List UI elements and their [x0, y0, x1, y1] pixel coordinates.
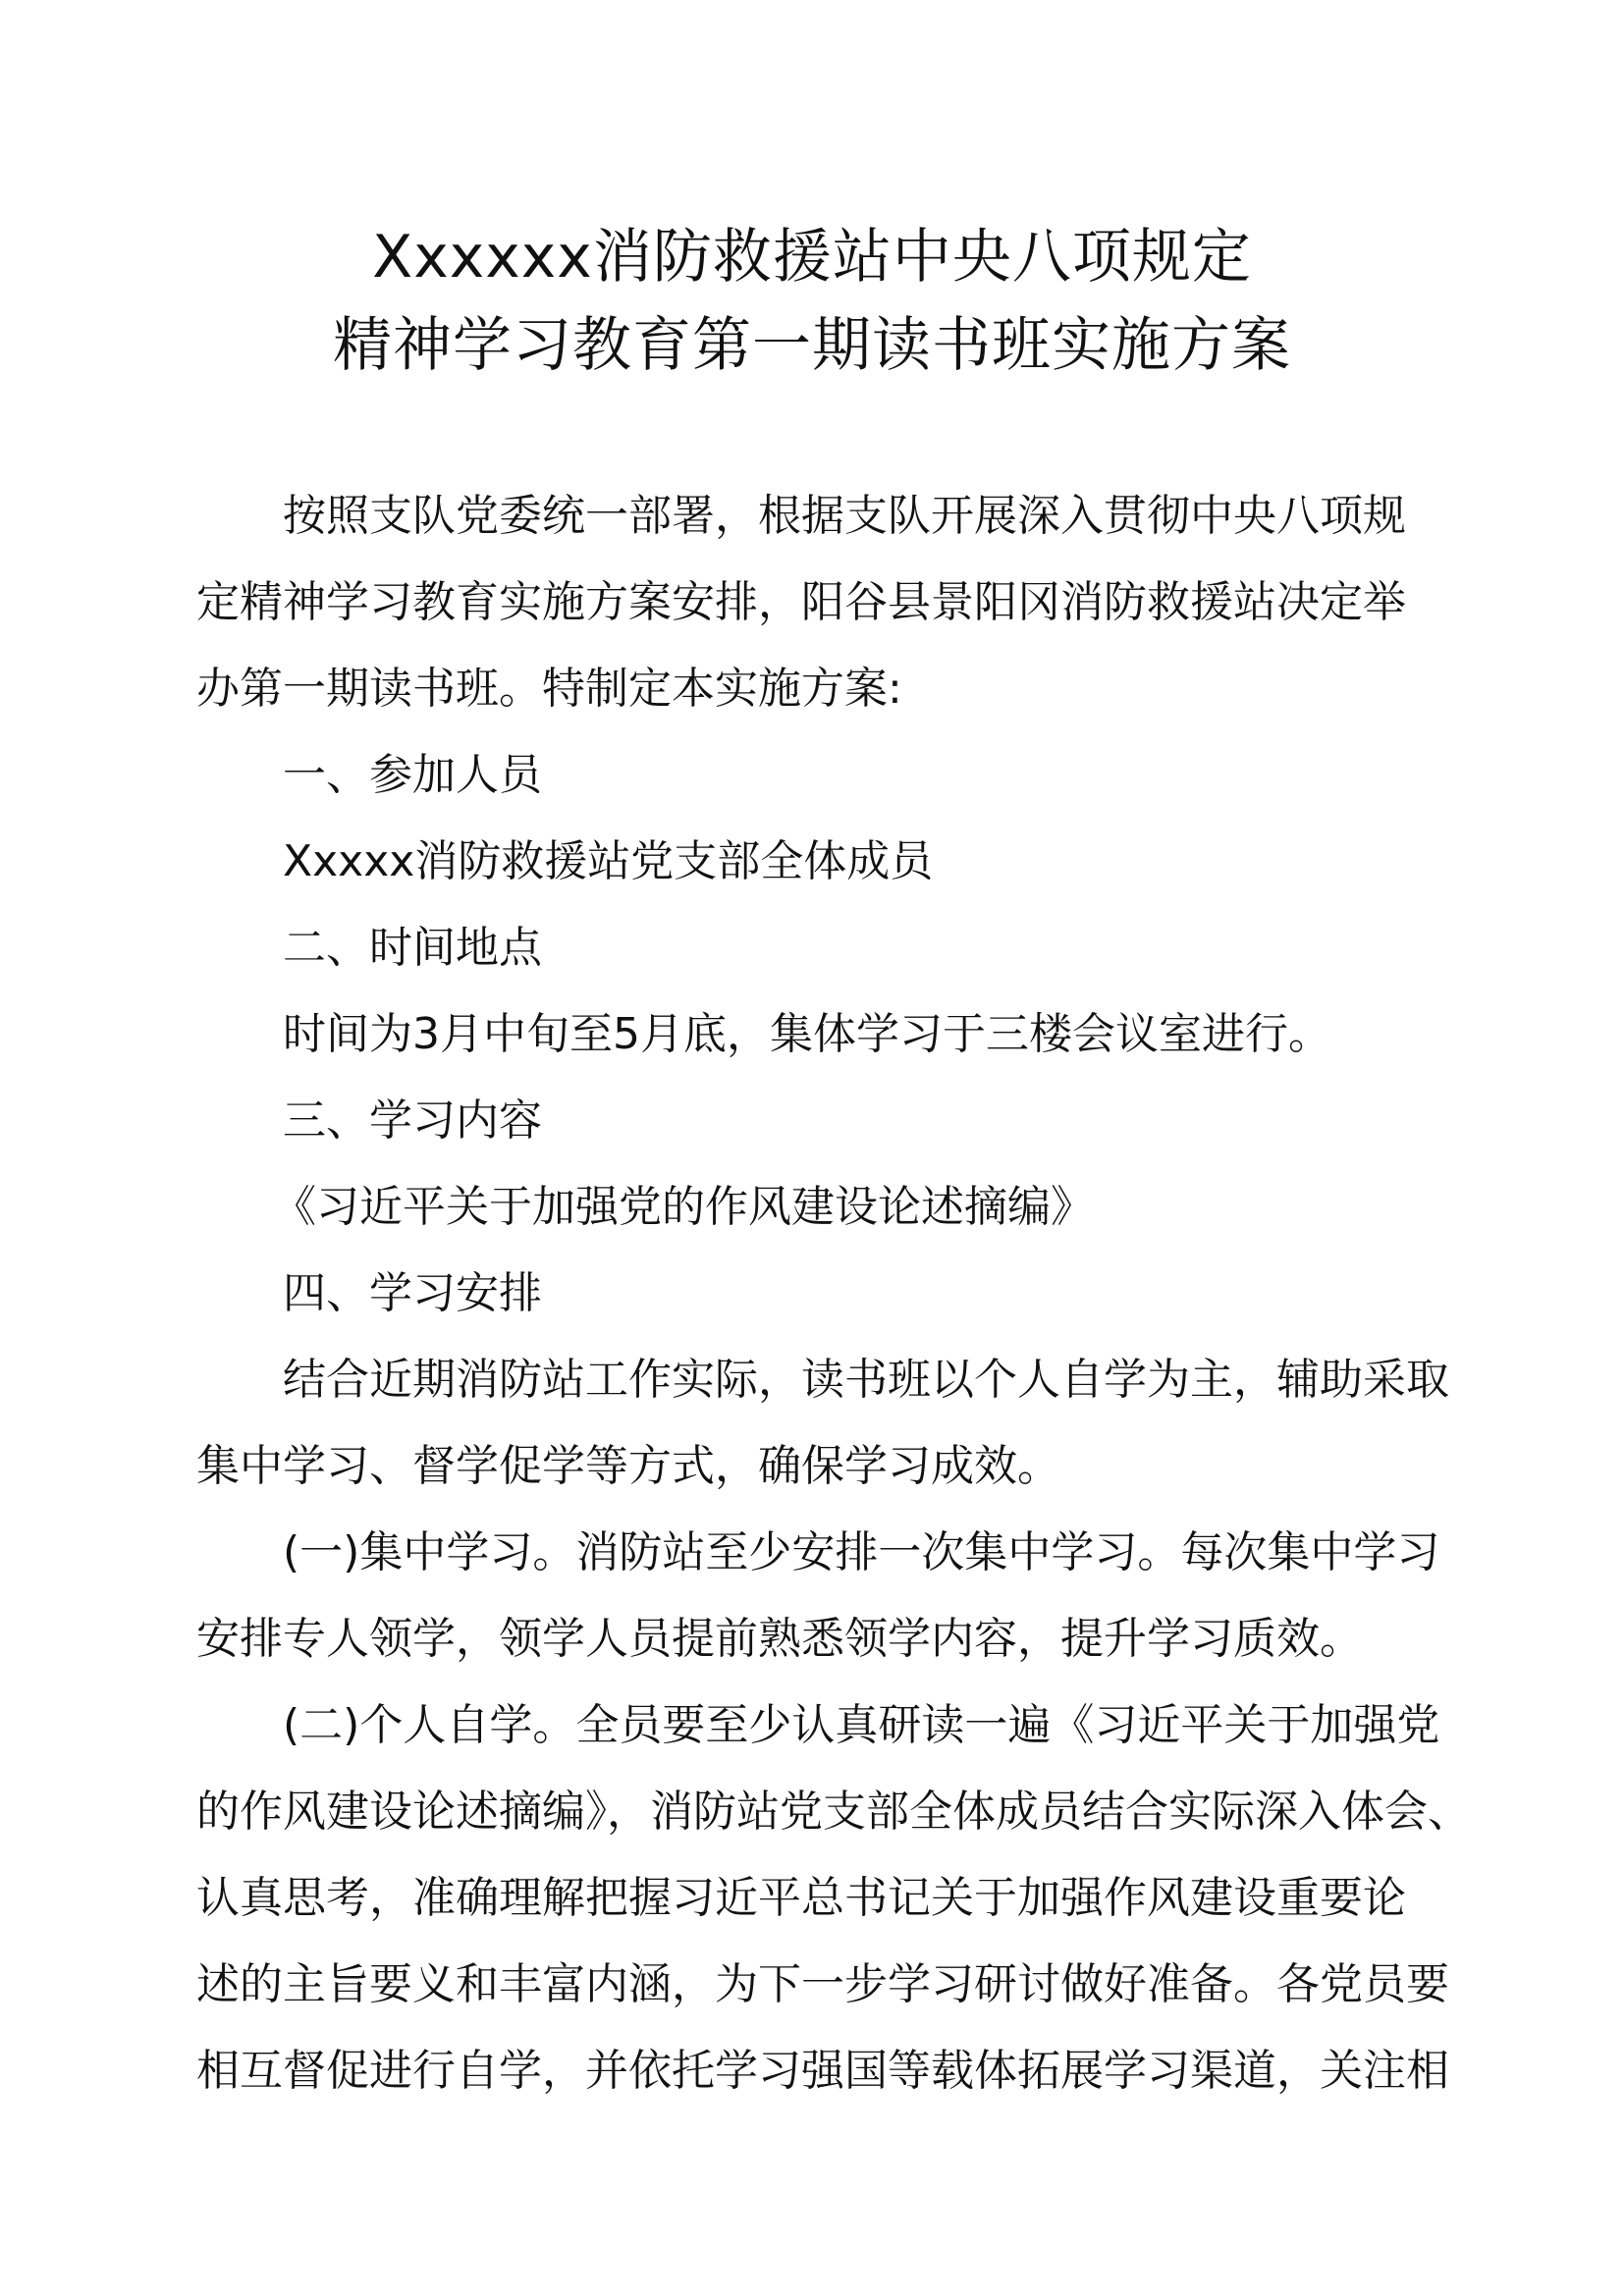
item-2-line-1: (二)个人自学。全员要至少认真研读一遍《习近平关于加强党	[283, 1700, 1440, 1750]
intro-line-1: 按照支队党委统一部署，根据支队开展深入贯彻中央八项规	[283, 491, 1406, 541]
section-2-body: 时间为3月中旬至5月底，集体学习于三楼会议室进行。	[283, 1009, 1331, 1059]
section-3-body: 《习近平关于加强党的作风建设论述摘编》	[273, 1182, 1094, 1232]
intro-line-2: 定精神学习教育实施方案安排，阳谷县景阳冈消防救援站决定举	[196, 577, 1406, 627]
item-1-line-2: 安排专人领学，领学人员提前熟悉领学内容，提升学习质效。	[196, 1614, 1363, 1664]
item-1-line-1: (一)集中学习。消防站至少安排一次集中学习。每次集中学习	[283, 1527, 1440, 1577]
section-4-intro-line-2: 集中学习、督学促学等方式，确保学习成效。	[196, 1441, 1060, 1491]
section-3-heading: 三、学习内容	[283, 1095, 542, 1146]
intro-line-3: 办第一期读书班。特制定本实施方案:	[196, 664, 902, 714]
section-1-body: Xxxxx消防救援站党支部全体成员	[283, 836, 934, 886]
item-2-line-3: 认真思考，准确理解把握习近平总书记关于加强作风建设重要论	[196, 1873, 1406, 1923]
document-title-line-1: Xxxxxx消防救援站中央八项规定	[372, 223, 1252, 292]
item-2-line-2: 的作风建设论述摘编》，消防站党支部全体成员结合实际深入体会、	[196, 1787, 1471, 1837]
section-1-heading: 一、参加人员	[283, 750, 542, 800]
section-4-heading: 四、学习安排	[283, 1268, 542, 1318]
section-2-heading: 二、时间地点	[283, 923, 542, 973]
item-2-line-4: 述的主旨要义和丰富内涵，为下一步学习研讨做好准备。各党员要	[196, 1959, 1449, 2009]
document-title-line-2: 精神学习教育第一期读书班实施方案	[333, 311, 1291, 380]
item-2-line-5: 相互督促进行自学，并依托学习强国等载体拓展学习渠道，关注相	[196, 2046, 1449, 2096]
section-4-intro-line-1: 结合近期消防站工作实际，读书班以个人自学为主，辅助采取	[283, 1355, 1449, 1405]
